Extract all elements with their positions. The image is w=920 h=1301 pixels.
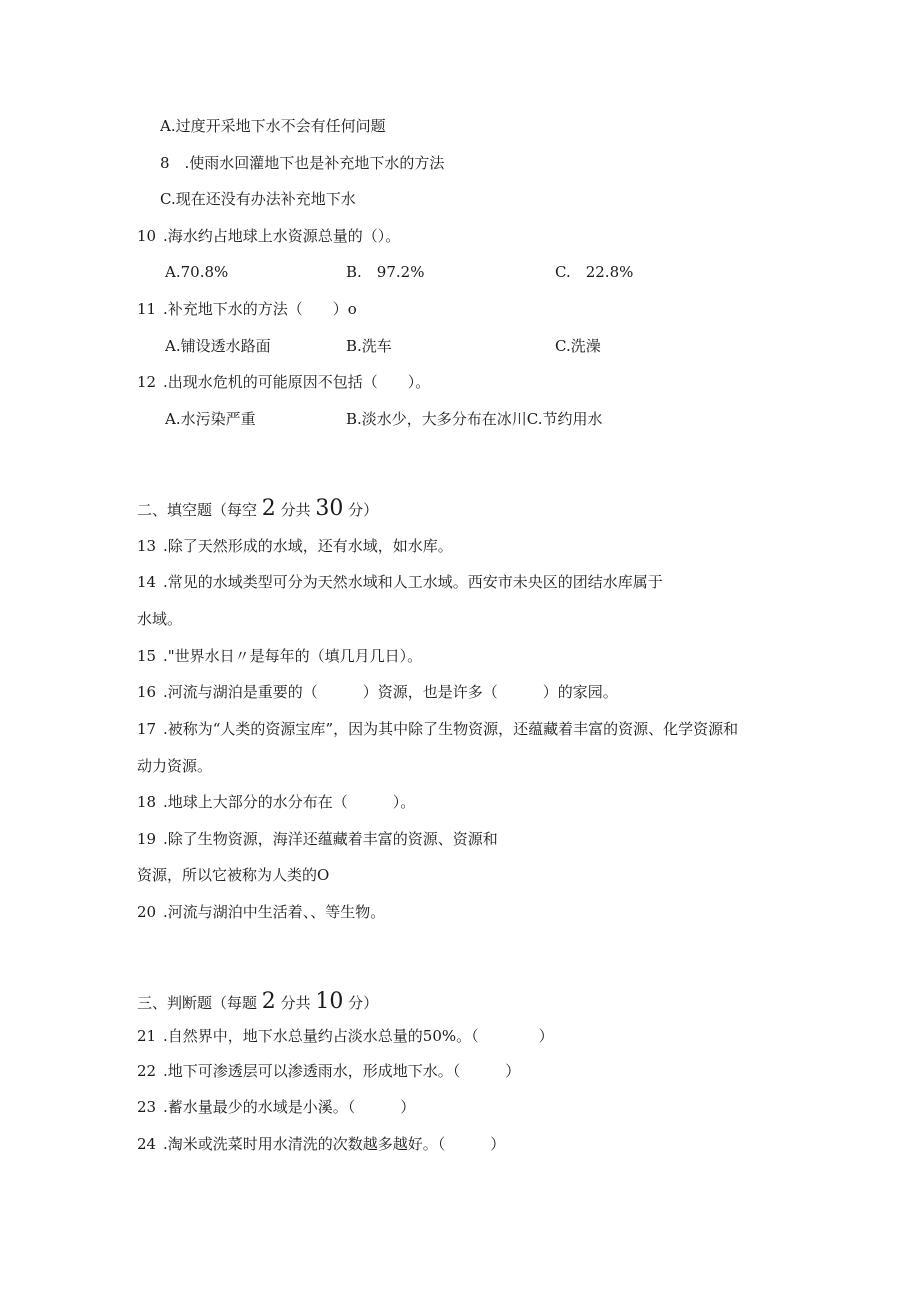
question-number: 24 [137,1135,157,1153]
question-24 [137,1134,505,1154]
q10-option-a: A.70.8% [165,263,229,281]
section-3-heading [137,989,379,1014]
question-number: 18 [137,793,157,811]
question-23 [137,1097,415,1117]
question-14-continuation: 水域。 [137,610,183,628]
question-number: 22 [137,1062,157,1080]
question-text: .常见的水域类型可分为天然水域和人工水域。西安市未央区的团结水库属于 [163,573,663,591]
question-18 [137,792,415,812]
section-heading-text: 分共 [280,501,311,519]
question-text: .蓄水量最少的水域是小溪。（ ） [163,1098,416,1116]
question-text: .出现水危机的可能原因不包括（ ）。 [163,373,431,391]
question-text: .除了天然形成的水域，还有水域，如水库。 [163,537,453,555]
question-text: ."世界水日〃是每年的（填几月几日）。 [163,647,423,665]
question-number: 11 [137,300,157,318]
question-21 [137,1026,554,1046]
q12-option-b: B.淡水少，大多分布在冰川C.节约用水 [346,410,603,428]
q9-option-b: 8 .使雨水回灌地下也是补充地下水的方法 [160,154,445,172]
question-17-continuation: 动力资源。 [137,757,213,775]
question-number: 12 [137,373,157,391]
question-19-continuation: 资源，所以它被称为人类的O [137,866,330,884]
question-number: 15 [137,647,157,665]
question-text: .地下可渗透层可以渗透雨水，形成地下水。（ ） [163,1062,521,1080]
question-number: 19 [137,830,157,848]
section-2-heading [137,496,379,521]
q9-option-c: C.现在还没有办法补充地下水 [160,190,356,208]
question-22 [137,1061,520,1081]
question-number: 10 [137,227,157,245]
question-text: .地球上大部分的水分布在（ ）。 [163,793,416,811]
question-16 [137,682,618,702]
section-heading-text: 三、判断题（每题 [137,994,258,1012]
question-number: 14 [137,573,157,591]
points-per-blank: 2 [261,496,276,521]
question-17 [137,719,738,739]
q10-option-c: C. 22.8% [555,263,634,281]
section-heading-text: 分共 [280,994,311,1012]
question-text: .被称为“人类的资源宝库”，因为其中除了生物资源，还蕴藏着丰富的资源、化学资源和 [163,720,739,738]
question-number: 17 [137,720,157,738]
total-points: 10 [315,989,344,1014]
question-20 [137,902,385,922]
q9-option-a: A.过度开采地下水不会有任何问题 [160,117,386,135]
question-11 [137,299,357,319]
total-points: 30 [315,496,344,521]
points-per-question: 2 [261,989,276,1014]
question-text: .淘米或洗菜时用水清洗的次数越多越好。（ ） [163,1135,506,1153]
q11-option-a: A.铺设透水路面 [165,337,271,355]
question-text: .自然界中，地下水总量约占淡水总量的50%。（ ） [163,1027,554,1045]
question-number: 16 [137,683,157,701]
question-text: .河流与湖泊中生活着、、等生物。 [163,903,386,921]
q12-option-a: A.水污染严重 [165,410,256,428]
question-text: .河流与湖泊是重要的（ ）资源，也是许多（ ）的家园。 [163,683,618,701]
question-number: 23 [137,1098,157,1116]
question-number: 13 [137,537,157,555]
question-13 [137,536,453,556]
question-15 [137,646,422,666]
q11-option-b: B.洗车 [346,337,392,355]
question-14 [137,572,663,592]
section-heading-text: 分） [348,501,379,519]
question-text: .补充地下水的方法（ ）o [163,300,357,318]
question-10 [137,226,400,246]
section-heading-text: 二、填空题（每空 [137,501,258,519]
question-number: 20 [137,903,157,921]
question-text: .海水约占地球上水资源总量的（）。 [163,227,401,245]
q10-option-b: B. 97.2% [346,263,425,281]
q11-option-c: C.洗澡 [555,337,601,355]
question-text: .除了生物资源，海洋还蕴藏着丰富的资源、资源和 [163,830,498,848]
question-19 [137,829,498,849]
question-number: 21 [137,1027,157,1045]
section-heading-text: 分） [348,994,379,1012]
question-12 [137,372,430,392]
